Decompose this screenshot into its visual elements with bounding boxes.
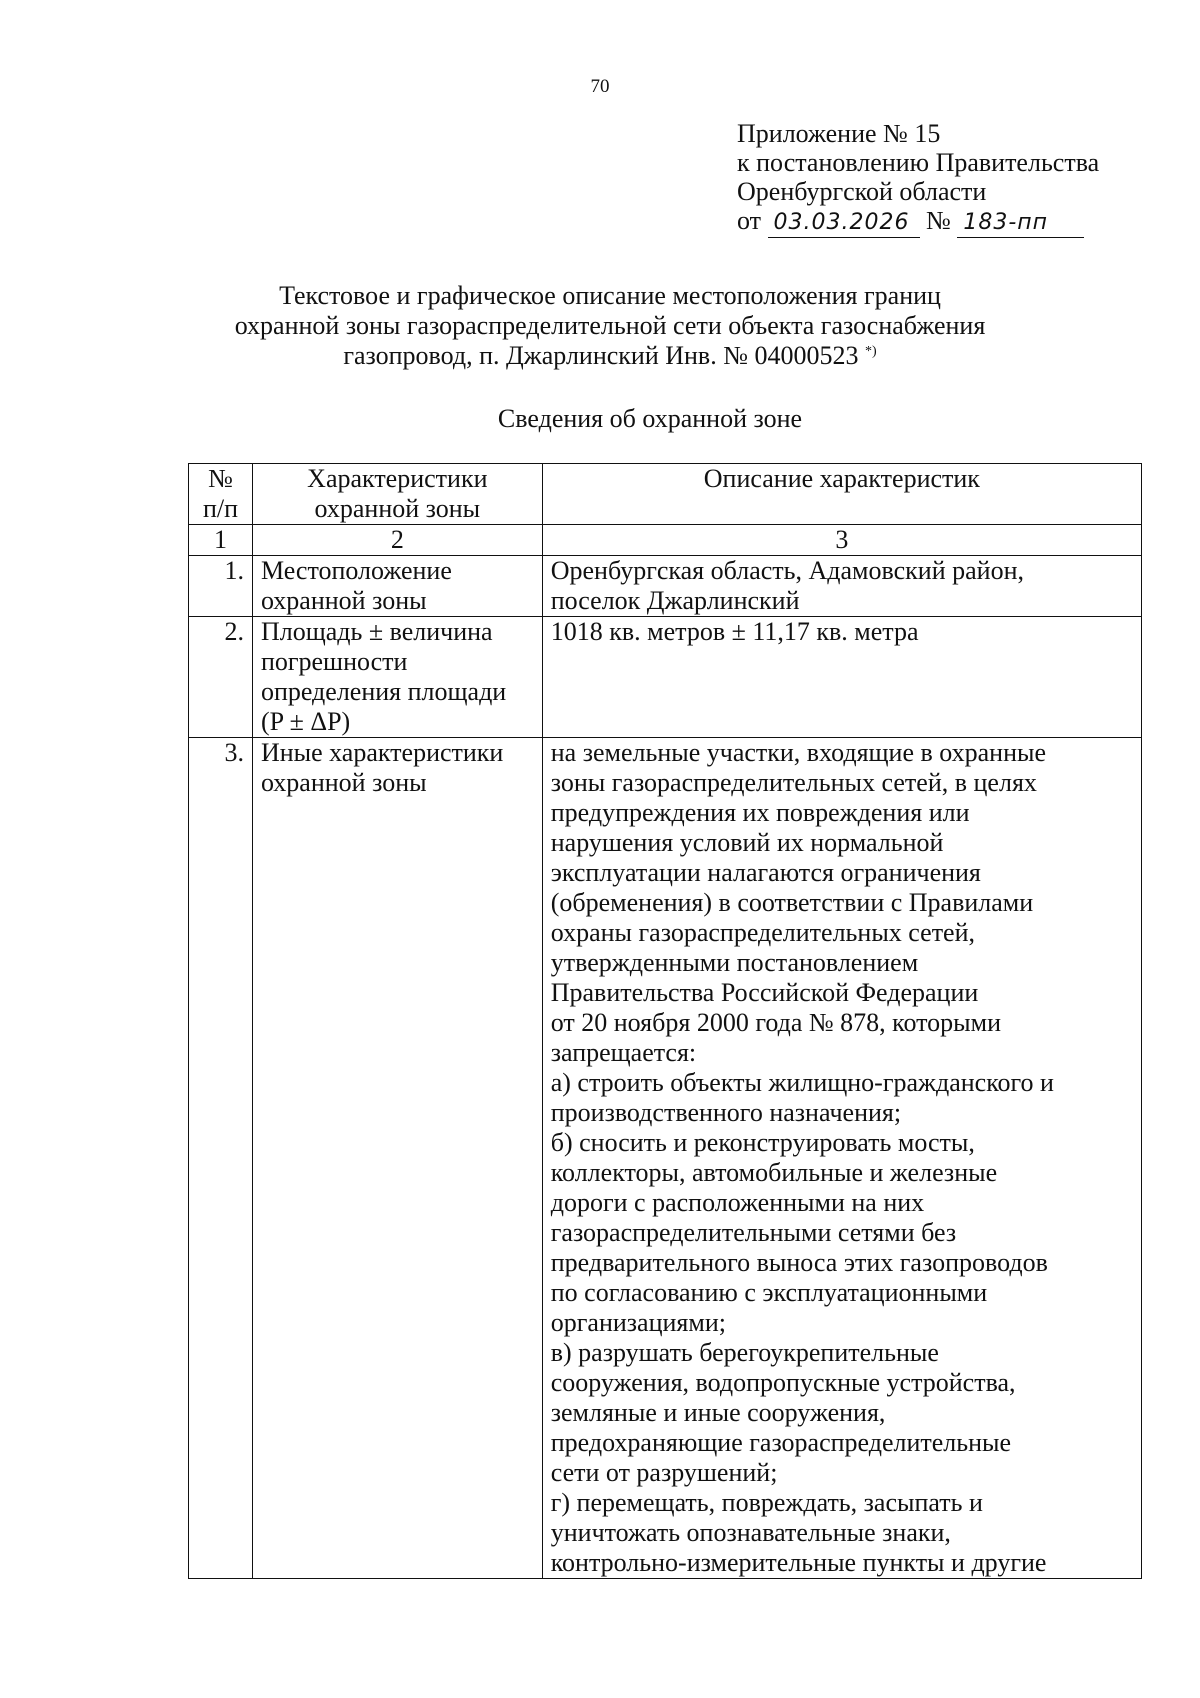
document-title <box>150 281 1070 371</box>
description-line: предварительного выноса этих газопроводов <box>550 1248 1048 1277</box>
characteristic-line: определения площади <box>260 677 507 706</box>
table-header-row <box>189 464 1142 525</box>
description-line: Оренбургская область, Адамовский район, <box>550 556 1024 585</box>
row-description <box>542 617 1141 738</box>
description-line: предохраняющие газораспределительные <box>550 1428 1012 1457</box>
appendix-line-2: к постановлению Правительства <box>737 148 1100 177</box>
row-characteristic <box>252 617 542 738</box>
description-line: (обременения) в соответствии с Правилами <box>550 888 1034 917</box>
row-description <box>542 738 1141 1579</box>
header-number-line-1: № <box>208 464 233 493</box>
row-characteristic <box>252 556 542 617</box>
header-description <box>542 464 1141 525</box>
appendix-line-1: Приложение № 15 <box>737 119 941 148</box>
description-line: контрольно-измерительные пункты и другие <box>550 1548 1047 1577</box>
description-line: сооружения, водопропускные устройства, <box>550 1368 1016 1397</box>
header-characteristic-line-2: охранной зоны <box>314 494 481 523</box>
header-number <box>189 464 253 525</box>
row-number: 3. <box>189 738 253 1579</box>
description-line: зоны газораспределительных сетей, в целях <box>550 768 1037 797</box>
description-line: поселок Джарлинский <box>550 586 800 615</box>
appendix-block <box>737 119 1099 238</box>
column-number-2: 2 <box>252 525 542 556</box>
characteristic-line: Местоположение <box>260 556 452 585</box>
description-line: 1018 кв. метров ± 11,17 кв. метра <box>550 617 919 646</box>
section-title: Сведения об охранной зоне <box>497 404 803 433</box>
row-description <box>542 556 1141 617</box>
characteristic-line: (P ± ΔP) <box>260 707 351 736</box>
title-line-1: Текстовое и графическое описание местоположения границ <box>279 281 941 310</box>
appendix-date-line <box>737 206 1099 238</box>
title-line-2: охранной зоны газораспределительной сети объекта газоснабжения <box>234 311 986 340</box>
description-line: сети от разрушений; <box>550 1458 778 1487</box>
header-characteristic <box>252 464 542 525</box>
table-row <box>189 738 1142 1579</box>
description-line: запрещается: <box>550 1038 697 1067</box>
column-number-1: 1 <box>189 525 253 556</box>
header-number-line-2: п/п <box>202 494 238 523</box>
characteristic-line: охранной зоны <box>260 768 427 797</box>
table-row <box>189 617 1142 738</box>
description-line: газораспределительными сетями без <box>550 1218 957 1247</box>
date-prefix: от <box>737 206 762 235</box>
page-number: 70 <box>590 76 610 97</box>
footnote-mark: *) <box>865 344 877 359</box>
description-line: на земельные участки, входящие в охранные <box>550 738 1047 767</box>
characteristic-line: Иные характеристики <box>260 738 504 767</box>
title-line-3 <box>150 341 1070 371</box>
column-numbers-row <box>189 525 1142 556</box>
characteristic-line: охранной зоны <box>260 586 427 615</box>
description-line: уничтожать опознавательные знаки, <box>550 1518 951 1547</box>
description-line: дороги с расположенными на них <box>550 1188 925 1217</box>
protection-zone-table <box>188 463 1142 1579</box>
description-line: г) перемещать, повреждать, засыпать и <box>550 1488 983 1517</box>
description-line: по согласованию с эксплуатационными <box>550 1278 988 1307</box>
characteristic-line: погрешности <box>260 647 408 676</box>
header-description-text: Описание характеристик <box>703 464 980 493</box>
description-line: охраны газораспределительных сетей, <box>550 918 976 947</box>
title-line-3-text: газопровод, п. Джарлинский Инв. № 04000523 <box>343 341 859 370</box>
description-line: б) сносить и реконструировать мосты, <box>550 1128 975 1157</box>
description-line: организациями; <box>550 1308 726 1337</box>
row-number: 2. <box>189 617 253 738</box>
characteristic-line: Площадь ± величина <box>260 617 493 646</box>
description-line: а) строить объекты жилищно-гражданского и <box>550 1068 1054 1097</box>
description-line: в) разрушать берегоукрепительные <box>550 1338 939 1367</box>
row-characteristic <box>252 738 542 1579</box>
description-line: от 20 ноября 2000 года № 878, которыми <box>550 1008 1001 1037</box>
header-characteristic-line-1: Характеристики <box>307 464 488 493</box>
description-line: эксплуатации налагаются ограничения <box>550 858 981 887</box>
number-prefix: № <box>926 206 951 235</box>
column-number-3: 3 <box>542 525 1141 556</box>
description-line: предупреждения их повреждения или <box>550 798 970 827</box>
description-line: утвержденными постановлением <box>550 948 919 977</box>
description-line: производственного назначения; <box>550 1098 902 1127</box>
table-row <box>189 556 1142 617</box>
appendix-line-3: Оренбургской области <box>737 177 987 206</box>
description-line: земляные и иные сооружения, <box>550 1398 886 1427</box>
description-line: Правительства Российской Федерации <box>550 978 979 1007</box>
description-line: нарушения условий их нормальной <box>550 828 944 857</box>
description-line: коллекторы, автомобильные и железные <box>550 1158 998 1187</box>
row-number: 1. <box>189 556 253 617</box>
handwritten-number: 183-пп <box>957 208 1084 238</box>
handwritten-date: 03.03.2026 <box>768 208 920 238</box>
